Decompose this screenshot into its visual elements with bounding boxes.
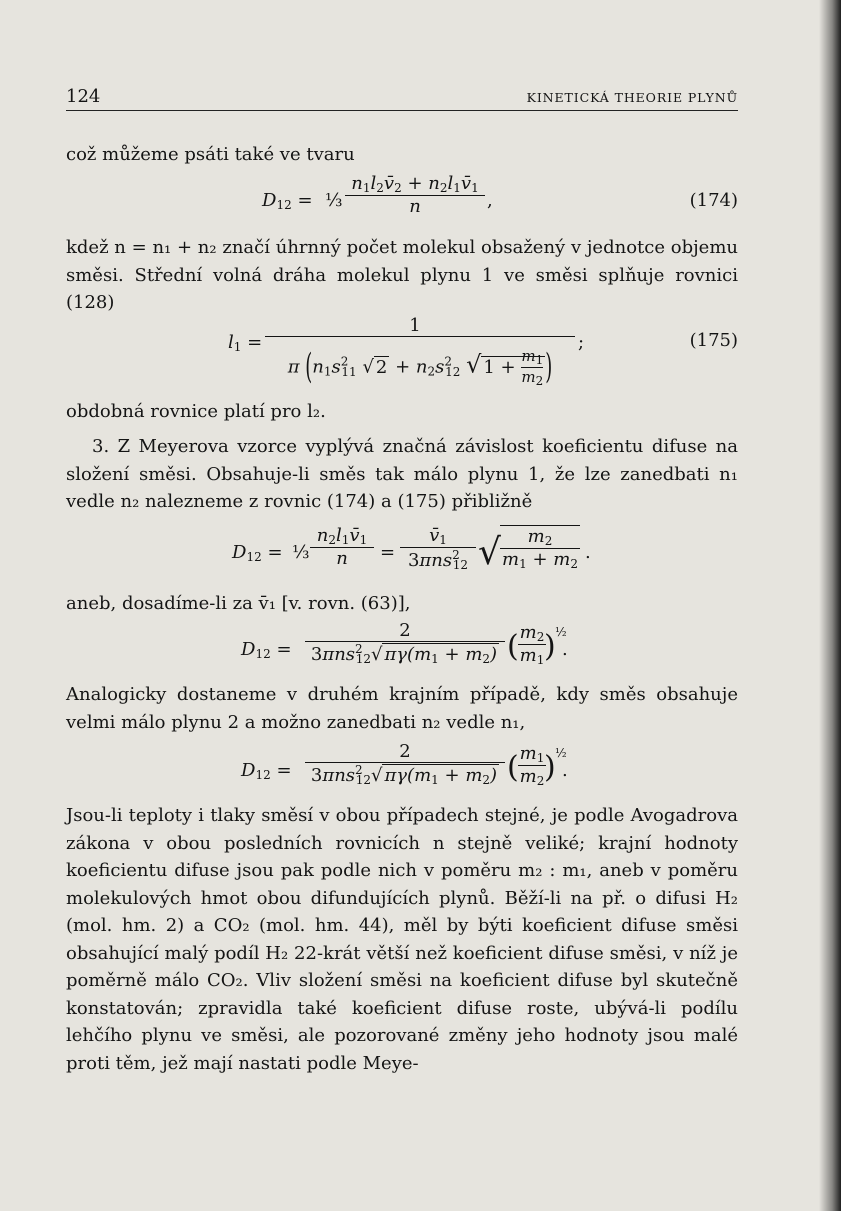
- equation-subst-2: $D_{12}$ = 2 3πns$^2_{12}$√ $\pi\gamma(m_1 + m_2)$ ( $\frac{m_1}{m_2}$ ) ½ .: [241, 741, 568, 788]
- paragraph-other-extreme: Analogicky dostaneme v druhém krajním případě, kdy směs obsahuje velmi málo plynu 2 a možno zanedbati n₂ vedle n₁,: [66, 684, 738, 733]
- paragraph-mixture: kdež n = n₁ + n₂ značí úhrnný počet molekul obsažený v jednotce objemu směsi. Střední volná dráha molekul plynu 1 ve směsi splňuje rovnici (128): [66, 237, 738, 313]
- equation-number-175: (175): [689, 330, 738, 351]
- page-edge-shadow: [819, 0, 841, 1211]
- equation-approx: $D_{12}$ = ⅓ $\frac{n_2l_1v̄_1}{n}$ = $v̄_1$ 3πns$^2_{12}$ √ $\frac{m_2}{m_1 + m_2}$ .: [232, 525, 591, 573]
- paragraph-meyer: 3. Z Meyerova vzorce vyplývá značná závislost koeficientu difuse na složení směsi. Obsahuje-li směs tak málo plynu 1, že lze zanedbati n₁ vedle n₂ nalezneme z rovnic (174) a (175) přibližně: [66, 436, 738, 512]
- page-header: [66, 84, 738, 111]
- paragraph-substitute: aneb, dosadíme-li za v̄₁ [v. rovn. (63)],: [66, 593, 411, 614]
- equation-number-174: (174): [689, 190, 738, 211]
- paragraph-avogadro: Jsou-li teploty i tlaky směsí v obou případech stejné, je podle Avogadrova zákona v obou posledních rovnicích n stejně veliké; krajní hodnoty koeficientu difuse jsou pak podle nich v poměru m₂ : m₁, aneb v poměru molekulových hmot obou difundujících plynů. Běží-li na př. o difusi H₂ (mol. hm. 2) a CO₂ (mol. hm. 44), měl by býti koeficient difuse směsi obsahující malý podíl H₂ 22-krát větší než koeficient difuse směsi, v níž je poměrně málo CO₂. Vliv složení směsi na koeficient difuse byl skutečně konstatován; zpravidla také koeficient difuse roste, ubývá-li podílu lehčího plynu ve směsi, ale pozorované změny jeho hodnoty jsou malé proti těm, jež mají nastati podle Meye-: [66, 805, 738, 1074]
- page-number: 124: [66, 86, 101, 107]
- equation-174: $D_{12}$ = ⅓ $\frac{n_1l_2v̄_2 + n_2l_1v̄_1}{n}$ ,: [262, 173, 493, 217]
- running-head: KINETICKÁ THEORIE PLYNŮ: [526, 90, 738, 105]
- paragraph-intro: což můžeme psáti také ve tvaru: [66, 144, 355, 165]
- equation-175: $l_1$ = 1 π ($n_1s^2_{11}$ √ $2 + n_2s^2_{12}$ √ 1 + $\frac{m_1}{m_2}$ ) ;: [228, 315, 585, 388]
- equation-subst-1: $D_{12}$ = 2 3πns$^2_{12}$√ $\pi\gamma(m_1 + m_2)$ ( $\frac{m_2}{m_1}$ ) ½ .: [241, 620, 568, 667]
- paragraph-analog: obdobná rovnice platí pro l₂.: [66, 401, 326, 422]
